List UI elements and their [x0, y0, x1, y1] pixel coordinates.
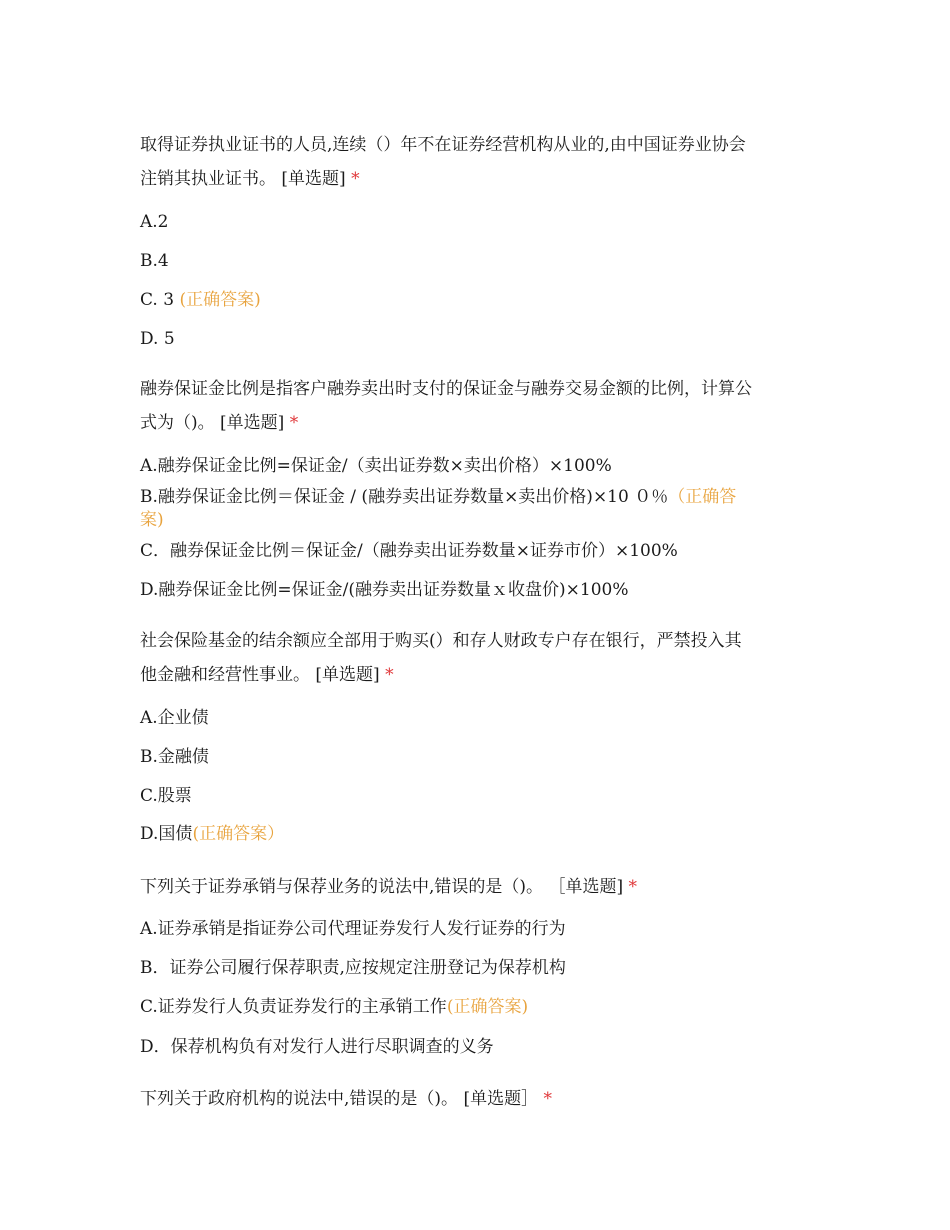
question-stem-text: 社会保险基金的结余额应全部用于购买(）和存人财政专户存在银行，严禁投入其	[140, 631, 742, 651]
option-text: A.企业债	[140, 708, 209, 728]
correct-answer-label: 案)	[140, 510, 164, 530]
option-text: B.金融债	[140, 747, 209, 767]
question-2-option-b-cont	[140, 509, 164, 531]
question-3-option-a[interactable]	[140, 707, 209, 729]
option-text: B.融券保证金比例＝保证金 / (融券卖出证券数量×卖出价格)×10 ０％	[140, 487, 669, 507]
correct-answer-label: （正确答	[668, 487, 737, 507]
question-2-stem-cont	[140, 412, 298, 434]
question-5-stem	[140, 1088, 552, 1110]
option-text: A.融券保证金比例=保证金/（卖出证券数×卖出价格）×100%	[140, 456, 612, 476]
question-3-stem	[140, 630, 742, 652]
question-2-option-b[interactable]	[140, 486, 736, 508]
question-stem-text: 取得证券执业证书的人员,连续（）年不在证券经营机构从业的,由中国证券业协会	[140, 135, 746, 155]
question-1-option-c[interactable]	[140, 289, 261, 311]
correct-answer-label: (正确答案）	[192, 824, 285, 844]
option-text: C.股票	[140, 786, 192, 806]
question-stem-text: 式为（)。 [单选题]	[140, 413, 285, 433]
option-text: C.证券发行人负责证券发行的主承销工作	[140, 997, 447, 1017]
question-stem-text: 下列关于证券承销与保荐业务的说法中,错误的是（)。 ［单选题]	[140, 877, 624, 897]
required-mark: *	[628, 877, 637, 897]
question-stem-text: 融券保证金比例是指客户融券卖出时支付的保证金与融券交易金额的比例，计算公	[140, 379, 752, 399]
question-1-option-d[interactable]	[140, 328, 175, 350]
question-2-stem	[140, 378, 752, 400]
question-2-option-d[interactable]	[140, 579, 629, 601]
question-3-option-c[interactable]	[140, 785, 192, 807]
required-mark: *	[385, 665, 394, 685]
question-2-option-c[interactable]	[140, 540, 678, 562]
question-3-option-d[interactable]	[140, 823, 284, 845]
question-stem-text: 他金融和经营性事业。 [单选题]	[140, 665, 380, 685]
question-4-option-c[interactable]	[140, 996, 528, 1018]
question-stem-text: 注销其执业证书。 [单选题]	[140, 169, 346, 189]
question-stem-text: 下列关于政府机构的说法中,错误的是（)。 [单选题］	[140, 1089, 539, 1109]
option-text: B.4	[140, 251, 169, 271]
question-1-option-b[interactable]	[140, 250, 169, 272]
option-text: D. 5	[140, 329, 175, 349]
option-text: B．证券公司履行保荐职责,应按规定注册登记为保荐机构	[140, 958, 566, 978]
question-3-stem-cont	[140, 664, 394, 686]
option-text: C. 3	[140, 290, 180, 310]
correct-answer-label: (正确答案)	[179, 290, 261, 310]
question-4-option-d[interactable]	[140, 1036, 494, 1058]
option-text: A.证券承销是指证券公司代理证券发行人发行证券的行为	[140, 919, 566, 939]
question-4-option-a[interactable]	[140, 918, 566, 940]
option-text: D.国债	[140, 824, 193, 844]
correct-answer-label: (正确答案)	[446, 997, 529, 1017]
question-4-stem	[140, 876, 637, 898]
option-text: D.融券保证金比例=保证金/(融券卖出证券数量ｘ收盘价)×100%	[140, 580, 629, 600]
required-mark: *	[543, 1089, 552, 1109]
required-mark: *	[351, 169, 360, 189]
option-text: D．保荐机构负有对发行人进行尽职调查的义务	[140, 1037, 494, 1057]
question-2-option-a[interactable]	[140, 455, 612, 477]
question-4-option-b[interactable]	[140, 957, 566, 979]
question-1-option-a[interactable]	[140, 211, 169, 233]
option-text: A.2	[140, 212, 169, 232]
option-text: C．融券保证金比例＝保证金/（融券卖出证券数量×证券市价）×100%	[140, 541, 678, 561]
question-1-stem-cont	[140, 168, 360, 190]
question-1-stem	[140, 134, 746, 156]
required-mark: *	[289, 413, 299, 433]
question-3-option-b[interactable]	[140, 746, 209, 768]
